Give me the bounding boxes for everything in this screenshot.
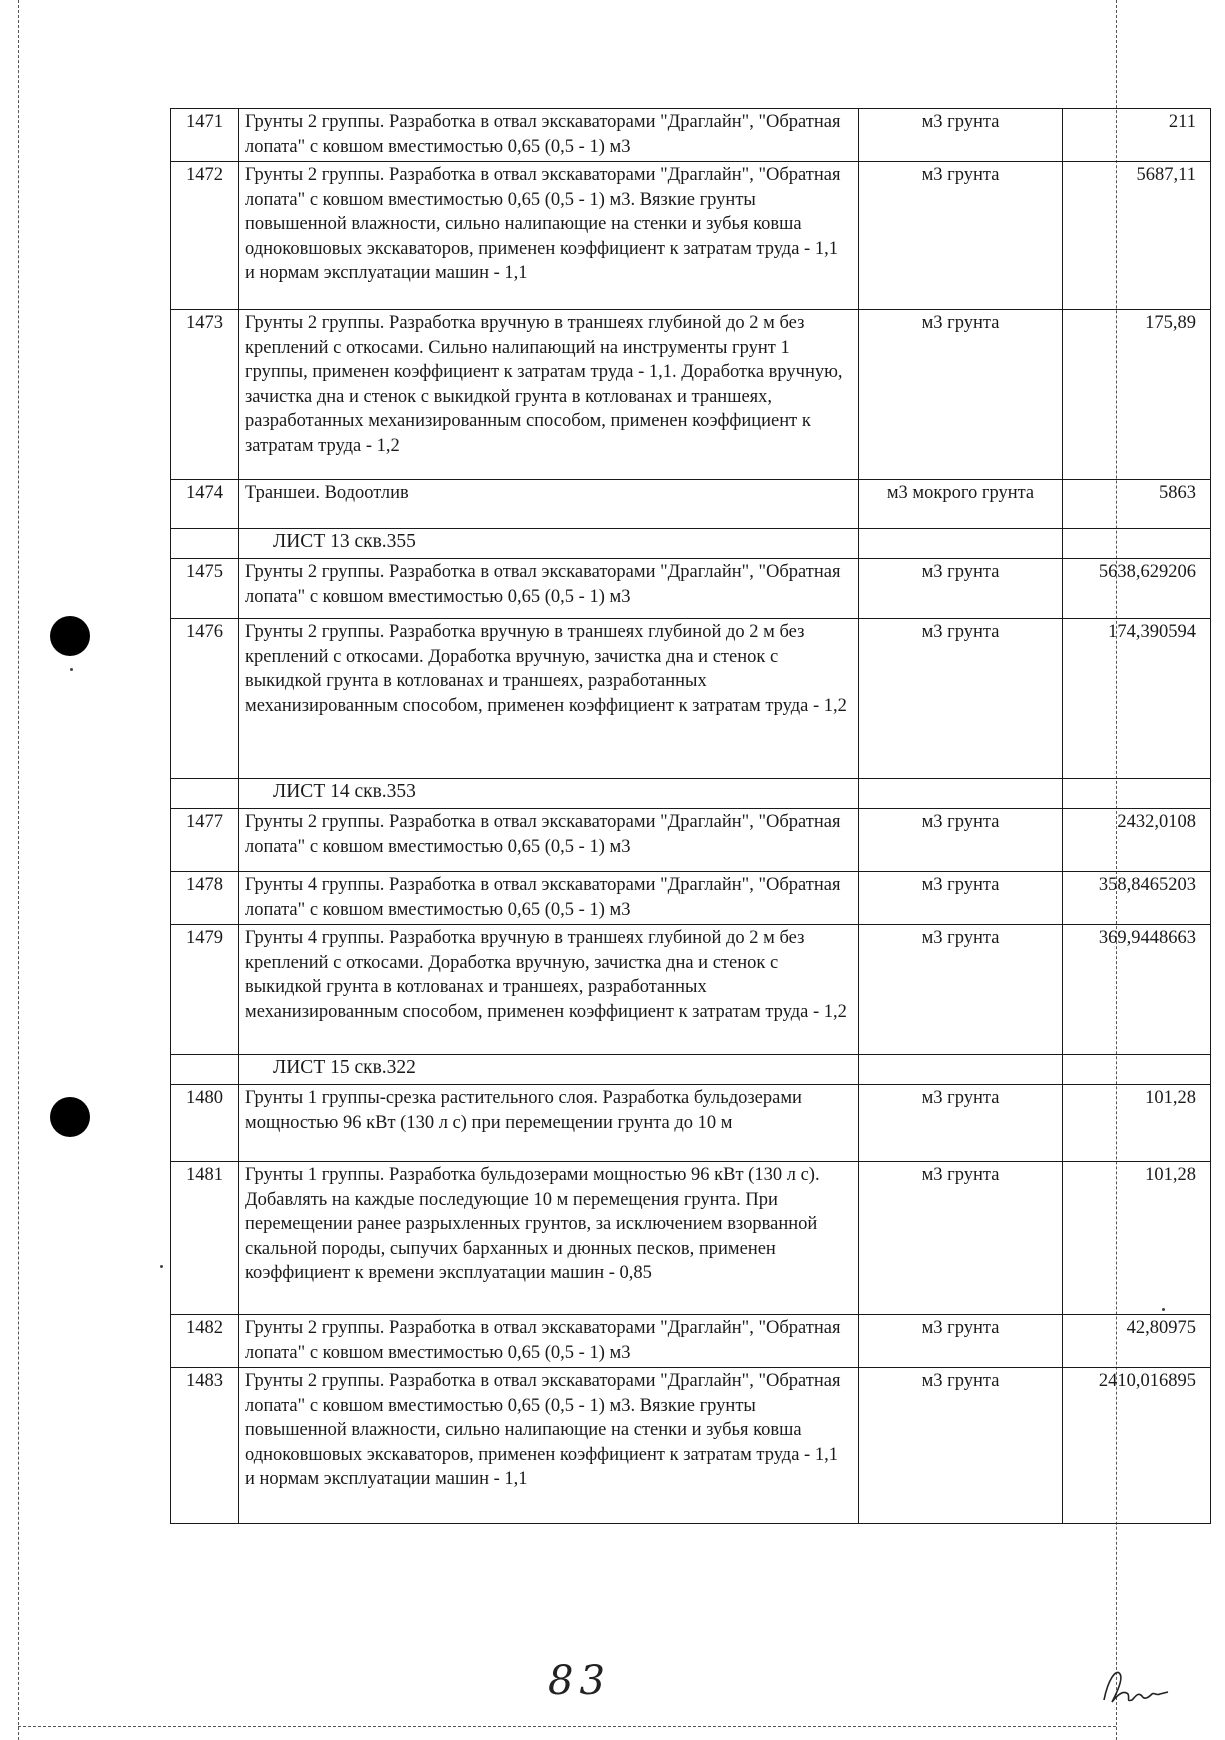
unit-of-measure: м3 грунта: [859, 925, 1063, 1055]
quantity: 5638,629206: [1063, 559, 1211, 619]
unit-of-measure: м3 грунта: [859, 1162, 1063, 1315]
work-description: Грунты 2 группы. Разработка в отвал экскаваторами "Драглайн", "Обратная лопата" с ковшом вместимостью 0,65 (0,5 - 1) м3: [239, 809, 859, 872]
table-row: [171, 1368, 1211, 1524]
table-row: [171, 109, 1211, 162]
section-num-cell: [171, 1055, 239, 1085]
table-row: [171, 162, 1211, 310]
quantity: 358,8465203: [1063, 872, 1211, 925]
row-number: 1477: [171, 809, 239, 872]
punch-hole-top: [50, 616, 90, 656]
work-description: Грунты 1 группы. Разработка бульдозерами мощностью 96 кВт (130 л с). Добавлять на каждые последующие 10 м перемещения грунта. При перемещении ранее разрыхленных грунтов, за исключением взорванной скальной породы, сыпучих барханных и дюнных песков, применен коэффициент к времени эксплуатации машин - 0,85: [239, 1162, 859, 1315]
unit-of-measure: м3 грунта: [859, 559, 1063, 619]
table-row: [171, 1315, 1211, 1368]
section-unit-cell: [859, 779, 1063, 809]
table-row: [171, 619, 1211, 779]
table-row: [171, 872, 1211, 925]
unit-of-measure: м3 грунта: [859, 619, 1063, 779]
row-number: 1480: [171, 1085, 239, 1162]
unit-of-measure: м3 грунта: [859, 1085, 1063, 1162]
signature-mark: [1098, 1660, 1178, 1710]
table-row: [171, 480, 1211, 529]
unit-of-measure: м3 грунта: [859, 310, 1063, 480]
quantity: 2410,016895: [1063, 1368, 1211, 1524]
work-description: Грунты 4 группы. Разработка вручную в траншеях глубиной до 2 м без креплений с откосами. Доработка вручную, зачистка дна и стенок с выкидкой грунта в котлованах и траншеях, разработанных механизированным способом, применен коэффициент к затратам труда - 1,2: [239, 925, 859, 1055]
unit-of-measure: м3 грунта: [859, 1368, 1063, 1524]
section-qty-cell: [1063, 779, 1211, 809]
left-margin-line: [18, 0, 19, 1740]
row-number: 1473: [171, 310, 239, 480]
row-number: 1478: [171, 872, 239, 925]
quantity: 174,390594: [1063, 619, 1211, 779]
row-number: 1479: [171, 925, 239, 1055]
row-number: 1483: [171, 1368, 239, 1524]
section-qty-cell: [1063, 529, 1211, 559]
section-title: ЛИСТ 14 скв.353: [239, 779, 859, 809]
section-row: [171, 779, 1211, 809]
unit-of-measure: м3 грунта: [859, 162, 1063, 310]
section-title: ЛИСТ 15 скв.322: [239, 1055, 859, 1085]
section-num-cell: [171, 779, 239, 809]
punch-hole-bottom: [50, 1097, 90, 1137]
work-description: Грунты 1 группы-срезка растительного слоя. Разработка бульдозерами мощностью 96 кВт (130 л с) при перемещении грунта до 10 м: [239, 1085, 859, 1162]
unit-of-measure: м3 грунта: [859, 872, 1063, 925]
unit-of-measure: м3 грунта: [859, 1315, 1063, 1368]
quantity: 211: [1063, 109, 1211, 162]
table-row: [171, 559, 1211, 619]
row-number: 1474: [171, 480, 239, 529]
work-description: Грунты 2 группы. Разработка в отвал экскаваторами "Драглайн", "Обратная лопата" с ковшом вместимостью 0,65 (0,5 - 1) м3. Вязкие грунты повышенной влажности, сильно налипающие на стенки и зубья ковша одноковшовых экскаваторов, применен коэффициент к затратам труда - 1,1 и нормам эксплуатации машин - 1,1: [239, 1368, 859, 1524]
row-number: 1482: [171, 1315, 239, 1368]
table-row: [171, 809, 1211, 872]
row-number: 1472: [171, 162, 239, 310]
table-row: [171, 1162, 1211, 1315]
estimate-table: [170, 108, 1211, 1524]
quantity: 5687,11: [1063, 162, 1211, 310]
work-description: Траншеи. Водоотлив: [239, 480, 859, 529]
quantity: 5863: [1063, 480, 1211, 529]
work-description: Грунты 2 группы. Разработка в отвал экскаваторами "Драглайн", "Обратная лопата" с ковшом вместимостью 0,65 (0,5 - 1) м3: [239, 109, 859, 162]
bottom-margin-line: [18, 1726, 1116, 1727]
unit-of-measure: м3 мокрого грунта: [859, 480, 1063, 529]
section-qty-cell: [1063, 1055, 1211, 1085]
table-row: [171, 310, 1211, 480]
row-number: 1476: [171, 619, 239, 779]
section-title: ЛИСТ 13 скв.355: [239, 529, 859, 559]
section-unit-cell: [859, 529, 1063, 559]
row-number: 1481: [171, 1162, 239, 1315]
unit-of-measure: м3 грунта: [859, 809, 1063, 872]
table-row: [171, 1085, 1211, 1162]
work-description: Грунты 4 группы. Разработка в отвал экскаваторами "Драглайн", "Обратная лопата" с ковшом вместимостью 0,65 (0,5 - 1) м3: [239, 872, 859, 925]
work-description: Грунты 2 группы. Разработка вручную в траншеях глубиной до 2 м без креплений с откосами. Сильно налипающий на инструменты грунт 1 группы, применен коэффициент к затратам труда - 1,1. Доработка вручную, зачистка дна и стенок с выкидкой грунта в котлованах и траншеях, разработанных механизированным способом, применен коэффициент к затратам труда - 1,2: [239, 310, 859, 480]
quantity: 42,80975: [1063, 1315, 1211, 1368]
unit-of-measure: м3 грунта: [859, 109, 1063, 162]
section-unit-cell: [859, 1055, 1063, 1085]
section-row: [171, 529, 1211, 559]
work-description: Грунты 2 группы. Разработка вручную в траншеях глубиной до 2 м без креплений с откосами. Доработка вручную, зачистка дна и стенок с выкидкой грунта в котлованах и траншеях, разработанных механизированным способом, применен коэффициент к затратам труда - 1,2: [239, 619, 859, 779]
work-description: Грунты 2 группы. Разработка в отвал экскаваторами "Драглайн", "Обратная лопата" с ковшом вместимостью 0,65 (0,5 - 1) м3. Вязкие грунты повышенной влажности, сильно налипающие на стенки и зубья ковша одноковшовых экскаваторов, применен коэффициент к затратам труда - 1,1 и нормам эксплуатации машин - 1,1: [239, 162, 859, 310]
quantity: 101,28: [1063, 1085, 1211, 1162]
quantity: 175,89: [1063, 310, 1211, 480]
section-row: [171, 1055, 1211, 1085]
quantity: 101,28: [1063, 1162, 1211, 1315]
table-row: [171, 925, 1211, 1055]
quantity: 2432,0108: [1063, 809, 1211, 872]
quantity: 369,9448663: [1063, 925, 1211, 1055]
row-number: 1471: [171, 109, 239, 162]
scan-speck: [160, 1265, 163, 1268]
work-description: Грунты 2 группы. Разработка в отвал экскаваторами "Драглайн", "Обратная лопата" с ковшом вместимостью 0,65 (0,5 - 1) м3: [239, 1315, 859, 1368]
row-number: 1475: [171, 559, 239, 619]
section-num-cell: [171, 529, 239, 559]
page-number: 83: [548, 1658, 611, 1704]
work-description: Грунты 2 группы. Разработка в отвал экскаваторами "Драглайн", "Обратная лопата" с ковшом вместимостью 0,65 (0,5 - 1) м3: [239, 559, 859, 619]
scan-speck: [70, 668, 73, 671]
